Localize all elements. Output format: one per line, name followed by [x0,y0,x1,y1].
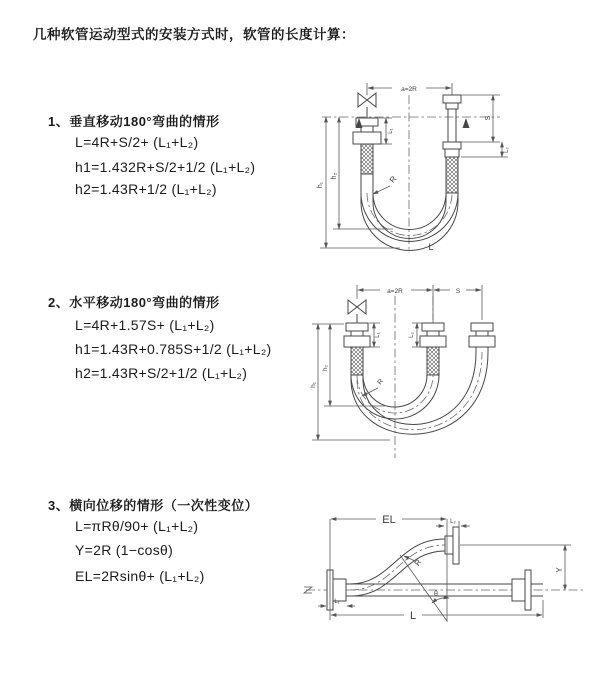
formula-2-h1: h1=1.43R+0.785S+1/2 (L₁+L₂) [75,341,272,357]
angle-theta-label: θ [434,591,438,598]
dim-s-label: S [455,288,461,295]
valve-icon [348,300,366,323]
section-3-heading: 3、横向位移的情形（一次性变位） [48,498,259,513]
dim-l2-label: L₂ [450,519,456,525]
diagram-horizontal-180-bend [303,278,595,465]
braided-hose-middle [427,347,439,375]
length-label: L [428,242,434,252]
dim-el-label: EL [382,514,396,526]
dim-l2-label: L₂ [409,332,415,338]
section-1-heading: 1、垂直移动180°弯曲的情形 [48,114,220,129]
formula-3-y: Y=2R (1−cosθ) [75,542,174,558]
dim-s-label: S [485,115,492,121]
formula-2-l: L=4R+1.57S+ (L₁+L₂) [75,317,215,333]
formula-1-h1: h1=1.432R+S/2+1/2 (L₁+L₂) [75,159,256,175]
dim-l2-label: L₂ [504,147,510,153]
formula-1-h2: h2=1.43R+1/2 (L₁+L₂) [75,181,217,197]
page-title: 几种软管运动型式的安装方式时，软管的长度计算： [33,27,355,42]
braided-hose-right [446,157,458,193]
valve-icon [358,93,376,118]
dim-l1-label: L₁ [388,128,394,134]
formula-3-el: EL=2Rsinθ+ (L₁+L₂) [75,568,205,584]
dim-h2-label: h₂ [322,364,329,372]
section-2-heading: 2、水平移动180°弯曲的情形 [48,295,220,310]
angle-construction-line [400,555,447,621]
dim-h2-label: h₂ [331,172,338,180]
diagram-lateral-displacement [298,500,598,665]
dim-l1-label: L₁ [334,599,340,605]
dim-h1-label: h₁ [317,181,324,189]
radius-label: R [387,174,399,185]
dim-l1-label: L₁ [375,332,381,338]
dim-a2r-label: a=2R [401,86,417,93]
formula-1-l: L=4R+S/2+ (L₁+L₂) [75,134,199,150]
dim-y-label: Y [555,567,564,573]
dim-h1-label: h₁ [310,382,317,388]
formula-3-l: L=πRθ/90+ (L₁+L₂) [75,518,199,534]
braided-hose-left [361,144,373,174]
radius-label: R [412,557,424,568]
formula-2-h2: h2=1.43R+S/2+1/2 (L₁+L₂) [75,365,248,381]
dim-l-label: L [409,610,417,622]
dim-a2r-label: a=2R [387,288,403,295]
braided-hose-left [351,347,363,375]
radius-label: R [376,377,386,387]
diagram-vertical-180-bend [300,75,600,260]
